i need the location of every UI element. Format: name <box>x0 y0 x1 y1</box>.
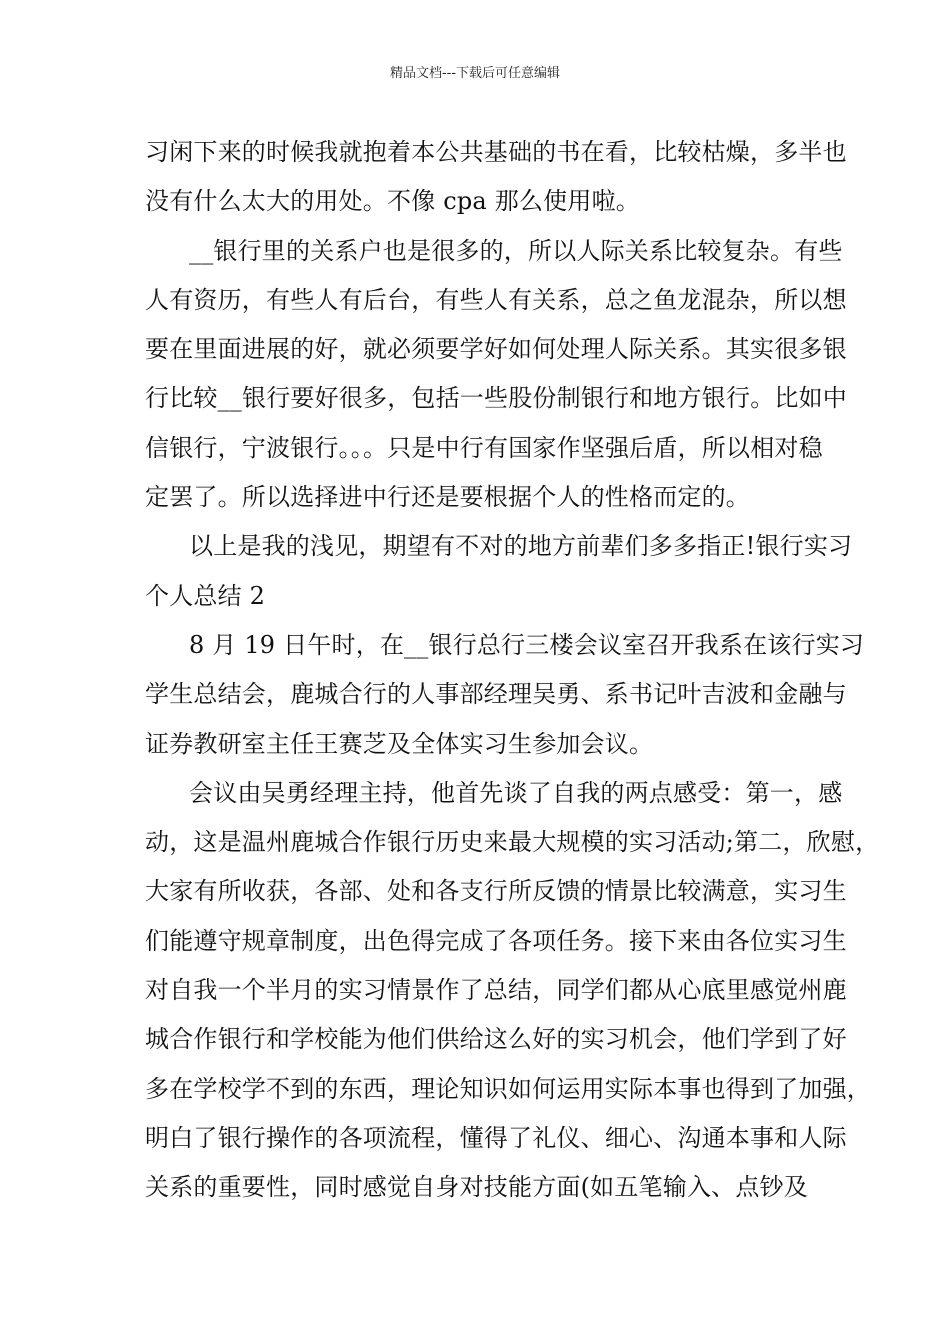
text-line: 人有资历，有些人有后台，有些人有关系，总之鱼龙混杂，所以想 <box>145 285 847 314</box>
paragraph-start-line: 以上是我的浅见，期望有不对的地方前辈们多多指正!银行实习 <box>189 532 853 561</box>
text-line: 动，这是温州鹿城合作银行历史来最大规模的实习活动;第二，欣慰， <box>145 828 880 857</box>
text-line: 个人总结 2 <box>145 581 266 610</box>
paragraph-start-line: 会议由吴勇经理主持，他首先谈了自我的两点感受：第一，感 <box>189 778 843 807</box>
text-line: 证券教研室主任王赛芝及全体实习生参加会议。 <box>145 729 654 758</box>
page-header: 精品文档---下载后可任意编辑 <box>389 66 561 81</box>
text-line: 定罢了。所以选择进中行还是要根据个人的性格而定的。 <box>145 483 750 512</box>
text-line: 学生总结会，鹿城合行的人事部经理吴勇、系书记叶吉波和金融与 <box>145 680 847 709</box>
paragraph-start-line: 8 月 19 日午时，在__银行总行三楼会议室召开我系在该行实习 <box>189 630 865 659</box>
text-line: 们能遵守规章制度，出色得完成了各项任务。接下来由各位实习生 <box>145 926 847 955</box>
text-line: 习闲下来的时候我就抱着本公共基础的书在看，比较枯燥，多半也 <box>145 138 847 166</box>
text-line: 没有什么太大的用处。不像 cpa 那么使用啦。 <box>145 187 640 216</box>
document-body <box>145 128 880 1213</box>
text-line: 多在学校学不到的东西，理论知识如何运用实际本事也得到了加强， <box>145 1074 871 1103</box>
text-line: 行比较__银行要好很多，包括一些股份制银行和地方银行。比如中 <box>145 384 847 413</box>
paragraph-start-line: __银行里的关系户也是很多的，所以人际关系比较复杂。有些 <box>189 236 843 265</box>
text-line: 信银行，宁波银行。。。只是中行有国家作坚强后盾，所以相对稳 <box>145 433 823 462</box>
text-line: 关系的重要性，同时感觉自身对技能方面(如五笔输入、点钞及 <box>145 1173 808 1202</box>
text-line: 要在里面进展的好，就必须要学好如何处理人际关系。其实很多银 <box>145 335 847 364</box>
text-line: 对自我一个半月的实习情景作了总结，同学们都从心底里感觉州鹿 <box>145 976 847 1005</box>
text-line: 明白了银行操作的各项流程，懂得了礼仪、细心、沟通本事和人际 <box>145 1123 847 1152</box>
text-line: 大家有所收获，各部、处和各支行所反馈的情景比较满意，实习生 <box>145 877 847 906</box>
text-line: 城合作银行和学校能为他们供给这么好的实习机会，他们学到了好 <box>145 1025 847 1054</box>
